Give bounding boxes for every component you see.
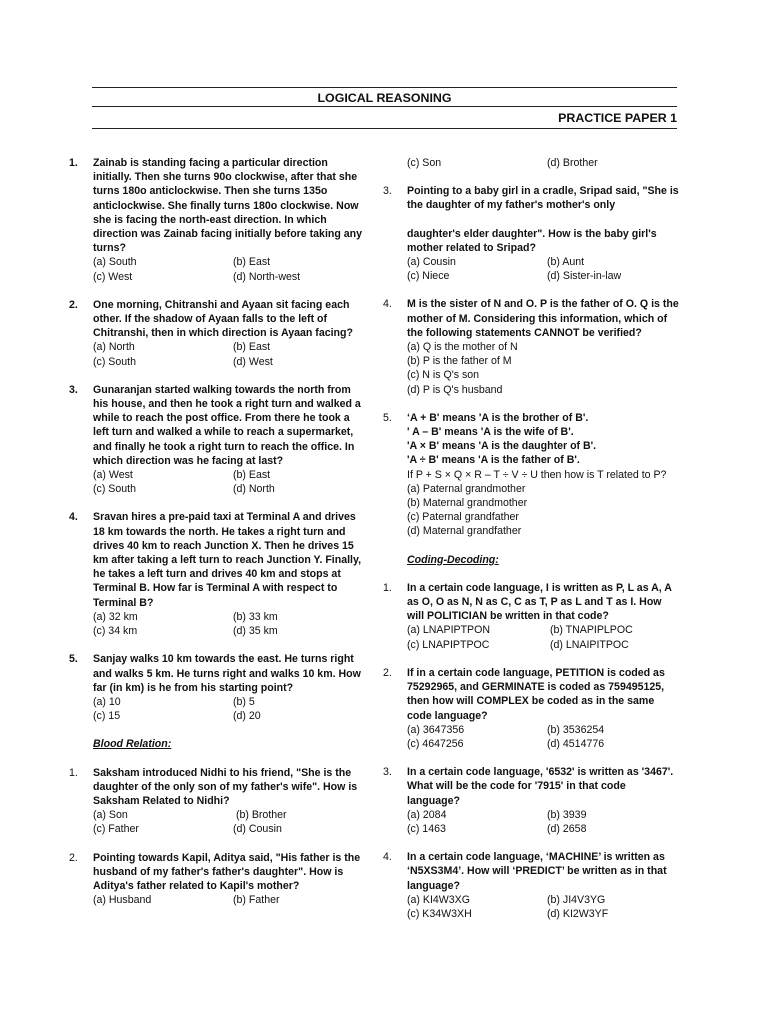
option-list: [93, 610, 366, 638]
option: (b) P is the father of M: [407, 355, 512, 368]
option: (b) Father: [233, 894, 280, 907]
option: (b) 3536254: [547, 723, 605, 736]
option: (d) KI2W3YF: [547, 907, 609, 920]
question-number: 1.: [383, 581, 392, 594]
question-number: 5.: [69, 653, 78, 666]
option: (d) West: [233, 355, 273, 368]
option: (b) 5: [233, 695, 255, 708]
question-text: If in a certain code language, PETITION is coded as 75292965, and GERMINATE is coded as 759495125, then how will COMPLEX be coded as in the same code language?: [407, 666, 665, 722]
option-list: [407, 723, 680, 751]
option: (d) 20: [233, 710, 261, 723]
option: (d) Cousin: [233, 823, 282, 836]
option: (d) 35 km: [233, 625, 278, 638]
question-block: [380, 184, 680, 283]
question-number: 3.: [69, 383, 78, 396]
option: (c) LNAPIPTPOC: [407, 638, 490, 651]
option: (a) Q is the mother of N: [407, 341, 518, 354]
question-text-line: 'A ÷ B' means 'A is the father of B'.: [407, 454, 580, 467]
option: (a) West: [93, 469, 133, 482]
option: (b) TNAPIPLPOC: [547, 624, 633, 637]
option-list: [93, 695, 366, 723]
option-list: [407, 156, 680, 170]
option: (c) 4647256: [407, 737, 464, 750]
top-rule: [92, 87, 677, 88]
option: (a) KI4W3XG: [407, 893, 470, 906]
question-number: 1.: [69, 157, 78, 169]
option-list: [93, 468, 366, 496]
option: (d) Brother: [547, 157, 598, 169]
option: (a) 32 km: [93, 610, 138, 623]
subtitle-rule: [92, 128, 677, 129]
question-text-line: ‘A + B' means 'A is the brother of B'.: [407, 411, 589, 424]
question-text: Pointing towards Kapil, Aditya said, "His father is the husband of my father's father's daughter". How is Aditya's father related to Kapil's mother?: [93, 851, 361, 892]
question-text: In a certain code language, ‘MACHINE’ is written as ‘N5XS3M4’. How will ‘PREDICT’ be written as in that language?: [407, 851, 667, 892]
question-number: 3.: [383, 766, 392, 779]
question-text: One morning, Chitranshi and Ayaan sit facing each other. If the shadow of Ayaan falls to the left of Chitranshi, then in which direction is Ayaan facing?: [93, 298, 353, 340]
left-column: [66, 156, 366, 921]
option: (b) 3939: [547, 808, 587, 821]
option-list: [407, 808, 680, 836]
option: (c) K34W3XH: [407, 907, 472, 920]
title-rule: [92, 106, 677, 107]
option-list: [407, 340, 680, 397]
option: (a) Husband: [93, 894, 152, 907]
question-text: In a certain code language, '6532' is written as '3467'. What will be the code for '7915' in that code language?: [407, 766, 674, 807]
option: (c) N is Q's son: [407, 369, 480, 382]
option-list: [93, 808, 366, 836]
option-list: [407, 255, 680, 283]
option: (c) Niece: [407, 270, 450, 283]
option: (b) Maternal grandmother: [407, 497, 528, 510]
option: (d) Sister-in-law: [547, 270, 622, 283]
question-block: [66, 851, 366, 908]
question-number: 2.: [383, 666, 392, 679]
option: (c) South: [93, 483, 136, 496]
option-list: [407, 893, 680, 921]
question-block: [380, 297, 680, 396]
page-subtitle: PRACTICE PAPER 1: [558, 111, 677, 125]
option-list: [93, 340, 366, 368]
section-heading-blood-relation: Blood Relation:: [93, 738, 172, 751]
question-number: 3.: [383, 185, 392, 198]
question-text-line: ' A – B' means 'A is the wife of B'.: [407, 426, 574, 439]
option: (b) East: [233, 341, 271, 354]
option-list: [93, 893, 366, 907]
option: (a) Paternal grandmother: [407, 482, 526, 495]
question-block: [380, 666, 680, 751]
question-block: [66, 652, 366, 723]
option: (a) LNAPIPTPON: [407, 624, 491, 637]
option: (b) East: [233, 469, 271, 482]
section-heading-coding-decoding: Coding-Decoding:: [407, 553, 499, 566]
question-block: [66, 383, 366, 497]
option-list: [407, 482, 680, 539]
question-prompt: If P + S × Q × R – T ÷ V ÷ U then how is T related to P?: [407, 468, 667, 481]
option: (c) 15: [93, 710, 121, 723]
option: (c) Son: [407, 157, 442, 169]
question-number: 5.: [383, 411, 392, 424]
question-text: M is the sister of N and O. P is the father of O. Q is the mother of M. Considering this information, which of the following statements CANNOT be verified?: [407, 298, 679, 339]
option: (d) 4514776: [547, 737, 605, 750]
option: (b) East: [233, 256, 271, 269]
question-block: [380, 411, 680, 539]
option: (b) JI4V3YG: [547, 893, 606, 906]
question-block: [380, 765, 680, 836]
option: (d) Maternal grandfather: [407, 525, 522, 538]
question-block: [380, 581, 680, 652]
option: (d) 2658: [547, 822, 587, 835]
question-text-line: 'A × B' means 'A is the daughter of B'.: [407, 440, 597, 453]
option: (c) Paternal grandfather: [407, 511, 519, 524]
question-text: Gunaranjan started walking towards the north from his house, and then he took a right turn and walked a while to reach the post office. From there he took a left turn and walked a while to reach a supermarket, and finally he took a right turn to reach the office. In which direction was he facing at last?: [93, 383, 361, 467]
option: (b) 33 km: [233, 610, 278, 623]
continued-options: [380, 156, 680, 170]
option: (b) Brother: [233, 809, 287, 822]
right-column: [380, 156, 680, 935]
question-block: [66, 156, 366, 284]
question-text: Sravan hires a pre-paid taxi at Terminal A and drives 18 km towards the north. He takes a right turn and drives 40 km to reach Junction X. Then he drives 15 km after taking a left turn to reach Junction Y. Finally, he takes a left turn and drives 40 km and stops at Terminal B. How far is Terminal A with respect to Terminal B?: [93, 511, 362, 609]
option: (a) Cousin: [407, 256, 456, 269]
option: (b) Aunt: [547, 256, 585, 269]
option: (a) Son: [93, 809, 128, 822]
question-number: 1.: [69, 766, 78, 779]
option: (a) South: [93, 256, 137, 269]
question-number: 4.: [69, 511, 78, 524]
option: (d) P is Q's husband: [407, 383, 503, 396]
option: (a) 3647356: [407, 723, 465, 736]
question-text-continued: daughter's elder daughter". How is the baby girl's mother related to Sripad?: [407, 227, 657, 254]
question-number: 4.: [383, 298, 392, 311]
question-text: Sanjay walks 10 km towards the east. He turns right and walks 5 km. He turns right and walks 10 km. How far (in km) is he from his starting point?: [93, 653, 361, 694]
option: (a) 2084: [407, 808, 447, 821]
page-title: LOGICAL REASONING: [317, 91, 452, 105]
option: (a) North: [93, 341, 135, 354]
option: (c) 34 km: [93, 625, 138, 638]
option: (c) 1463: [407, 822, 446, 835]
question-number: 2.: [69, 851, 78, 864]
option: (d) LNAIPITPOC: [547, 638, 629, 651]
question-block: [66, 766, 366, 837]
option-list: [93, 255, 366, 283]
option: (c) Father: [93, 823, 139, 836]
option: (c) South: [93, 355, 136, 368]
question-block: [380, 850, 680, 921]
option-list: [407, 623, 680, 651]
option: (d) North-west: [233, 270, 301, 283]
option: (c) West: [93, 270, 133, 283]
option: (d) North: [233, 483, 275, 496]
question-number: 4.: [383, 851, 392, 864]
question-block: [66, 298, 366, 369]
question-text: In a certain code language, I is written as P, L as A, A as O, O as N, N as C, C as T, P as L and T as I. How will POLITICIAN be written in that code?: [407, 581, 672, 623]
question-number: 2.: [69, 298, 78, 311]
question-text: Saksham introduced Nidhi to his friend, "She is the daughter of the only son of my father's wife". How is Saksham Related to Nidhi?: [93, 766, 358, 807]
question-text: Zainab is standing facing a particular direction initially. Then she turns 90o clockwise, after that she turns 180o anticlockwise. Then she turns 135o anticlockwise. She finally turns 180o clockwise. Now she is facing the north-east direction. In which direction was Zainab facing initially before taking any turns?: [93, 157, 363, 255]
question-text: Pointing to a baby girl in a cradle, Sripad said, "She is the daughter of my father's mother's only: [407, 185, 679, 212]
option: (a) 10: [93, 695, 121, 708]
question-block: [66, 510, 366, 638]
